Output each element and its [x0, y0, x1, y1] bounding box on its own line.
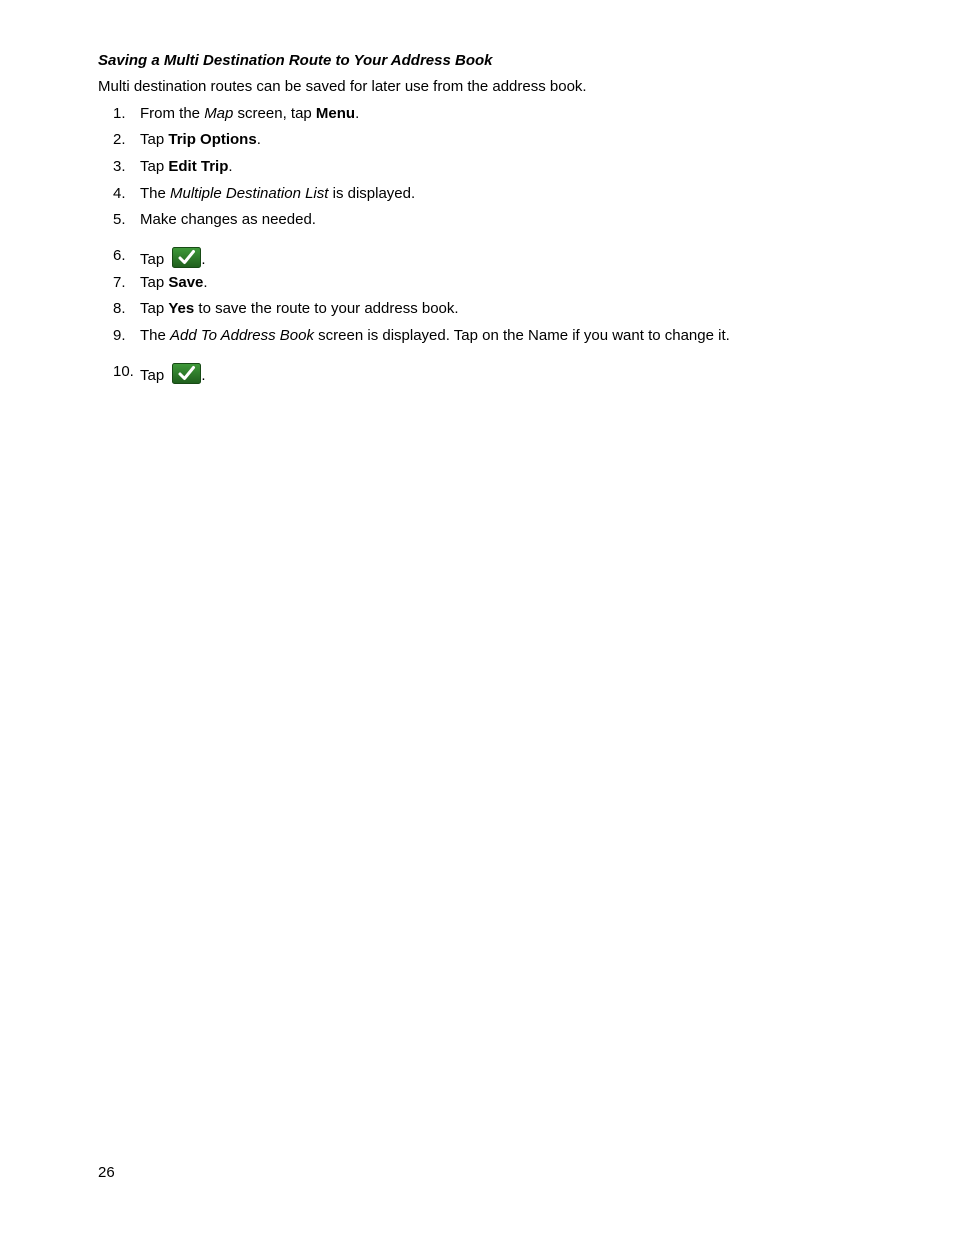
list-item [0, 300, 954, 320]
section-heading: Saving a Multi Destination Route to Your Address Book [98, 52, 493, 69]
text-run: The [140, 185, 171, 202]
text-run: The [140, 327, 171, 344]
text-run: Tap [140, 300, 169, 317]
step-text [140, 158, 233, 175]
list-item [0, 327, 954, 347]
step-text [140, 185, 415, 202]
step-number: 3. [113, 158, 126, 175]
bold-term: Save [168, 274, 204, 291]
intro-paragraph: Multi destination routes can be saved for later use from the address book. [98, 78, 587, 95]
green-checkmark-icon [172, 247, 201, 268]
step-number: 9. [113, 327, 126, 344]
page-number: 26 [98, 1164, 115, 1181]
text-run: Tap [140, 158, 169, 175]
step-text [140, 131, 261, 148]
step-number: 8. [113, 300, 126, 317]
step-text [140, 211, 316, 228]
step-text [140, 363, 206, 384]
green-checkmark-icon [172, 363, 201, 384]
italic-term: Add To Address Book [170, 327, 314, 344]
italic-term: Map [204, 105, 234, 122]
step-number: 7. [113, 274, 126, 291]
text-run: screen, tap [233, 105, 316, 122]
bold-term: Trip Options [168, 131, 257, 148]
text-run: Tap [140, 367, 169, 384]
text-run: . [228, 158, 233, 175]
text-run: . [355, 105, 360, 122]
step-text [140, 300, 459, 317]
bold-term: Edit Trip [168, 158, 229, 175]
bold-term: Yes [168, 300, 195, 317]
list-item [0, 211, 954, 231]
step-number: 10. [113, 363, 134, 380]
text-run: . [201, 251, 206, 268]
list-item [0, 131, 954, 151]
list-item [0, 158, 954, 178]
text-run: . [201, 367, 206, 384]
step-number: 6. [113, 247, 126, 264]
step-text [140, 105, 359, 122]
list-item [0, 185, 954, 205]
step-number: 5. [113, 211, 126, 228]
step-number: 1. [113, 105, 126, 122]
text-run: . [203, 274, 208, 291]
text-run: . [256, 131, 261, 148]
text-run: From the [140, 105, 205, 122]
text-run: is displayed. [328, 185, 416, 202]
text-run: Tap [140, 131, 169, 148]
list-item [0, 247, 954, 267]
text-run: Make changes as needed. [140, 211, 316, 228]
text-run: to save the route to your address book. [194, 300, 459, 317]
step-text [140, 247, 206, 268]
text-run: Tap [140, 274, 169, 291]
list-item [0, 363, 954, 383]
italic-term: Multiple Destination List [170, 185, 329, 202]
bold-term: Menu [315, 105, 356, 122]
text-run: Tap [140, 251, 169, 268]
step-number: 4. [113, 185, 126, 202]
step-text [140, 274, 208, 291]
list-item [0, 105, 954, 125]
step-number: 2. [113, 131, 126, 148]
step-text [140, 327, 730, 344]
list-item [0, 274, 954, 294]
text-run: screen is displayed. Tap on the Name if you want to change it. [314, 327, 730, 344]
